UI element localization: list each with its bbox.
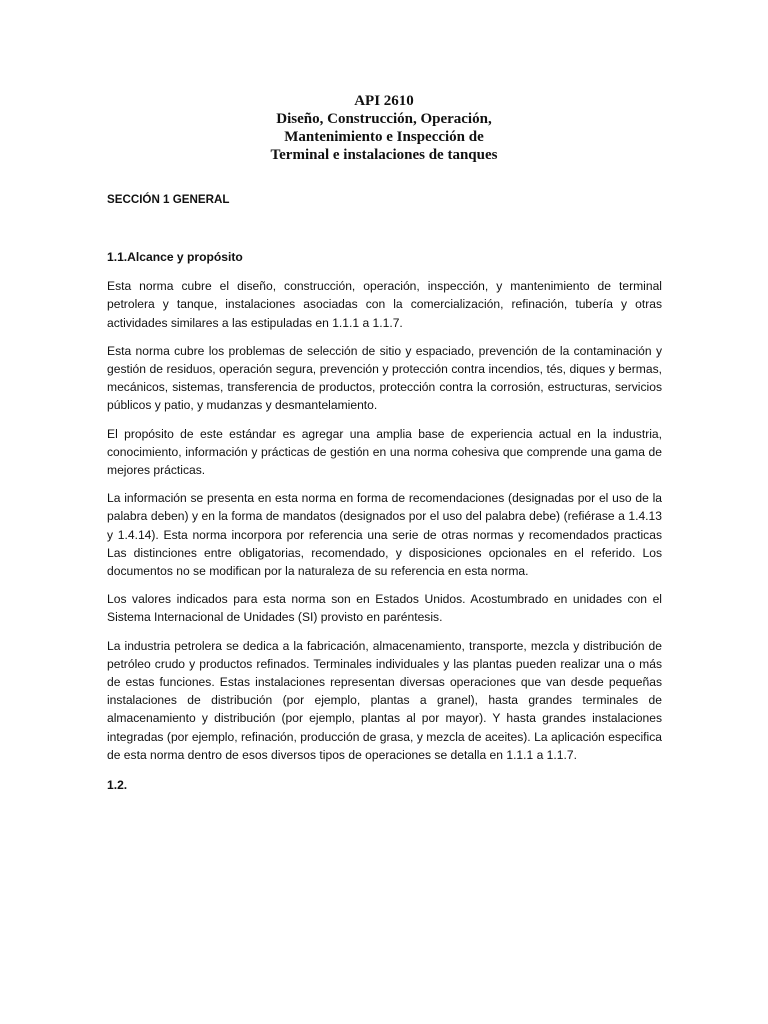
paragraph: La información se presenta en esta norma en forma de recomendaciones (designadas por el uso de la palabra deben) y en la forma de mandatos (designados por el uso del palabra debe) (refiérase a 1.4.13 y 1.4.14). Esta norma incorpora por referencia una serie de otras normas y recomendados practicas Las distinciones entre obligatorias, recomendado, y disposiciones opcionales en el referido. Los documentos no se modifican por la naturaleza de su referencia en esta norma. (107, 491, 662, 579)
section-heading: SECCIÓN 1 GENERAL (107, 193, 230, 206)
title-line-2: Diseño, Construcción, Operación, (276, 111, 492, 127)
paragraph: Esta norma cubre los problemas de selección de sitio y espaciado, prevención de la contaminación y gestión de residuos, operación segura, prevención y protección contra incendios, tés, diques y bermas, mecánicos, sistemas, transferencia de productos, protección contra la corrosión, estructuras, servicios públicos y patio, y mudanzas y desmantelamiento. (107, 343, 662, 413)
paragraph: El propósito de este estándar es agregar una amplia base de experiencia actual en la industria, conocimiento, información y prácticas de gestión en una norma cohesiva que comprende una gama de mejores prácticas. (107, 426, 662, 478)
title-line-1: API 2610 (354, 93, 414, 109)
next-subsection-heading: 1.2. (107, 778, 128, 793)
paragraph: Esta norma cubre el diseño, construcción, operación, inspección, y mantenimiento de terminal petrolera y tanque, instalaciones asociadas con la comercialización, refinación, tubería y otras actividades similares a las estipuladas en 1.1.1 a 1.1.7. (107, 279, 662, 330)
subsection-heading: 1.1.Alcance y propósito (107, 250, 243, 264)
title-line-4: Terminal e instalaciones de tanques (270, 147, 498, 163)
document-body (107, 248, 662, 794)
paragraph: Los valores indicados para esta norma son en Estados Unidos. Acostumbrado en unidades con el Sistema Internacional de Unidades (SI) provisto en paréntesis. (107, 592, 662, 625)
document-title (0, 92, 768, 164)
title-line-3: Mantenimiento e Inspección de (284, 129, 484, 145)
paragraph: La industria petrolera se dedica a la fabricación, almacenamiento, transporte, mezcla y distribución de petróleo crudo y productos refinados. Terminales individuales y las plantas pueden realizar una o más de estas funciones. Estas instalaciones representan diversas operaciones que van desde pequeñas instalaciones de distribución (por ejemplo, plantas a granel), hasta grandes terminales de almacenamiento y distribución (por ejemplo, plantas al por mayor). Y hasta grandes instalaciones integradas (por ejemplo, refinación, producción de grasa, y mezcla de aceites). La aplicación especifica de esta norma dentro de esos diversos tipos de operaciones se detalla en 1.1.1 a 1.1.7. (107, 638, 662, 762)
